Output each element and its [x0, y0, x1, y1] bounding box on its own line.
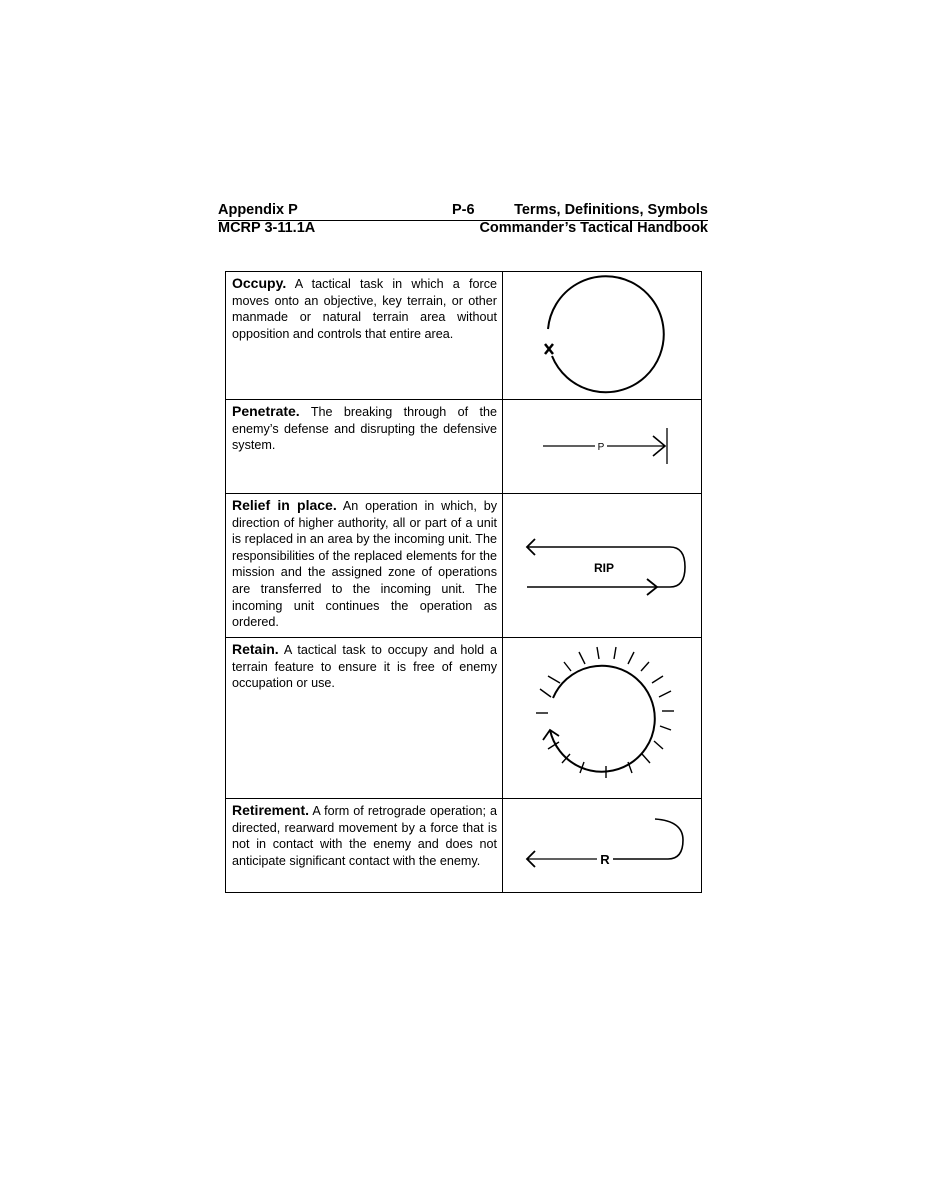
symbol-cell: [503, 272, 701, 399]
retain-symbol: [503, 638, 703, 798]
penetrate-symbol: [503, 400, 703, 493]
definition-cell: [226, 272, 503, 399]
definition: An operation in which, by direction of higher authority, all or part of a unit is replaced in an area by the incoming unit. The responsibilities of the replaced elements for the mission and the assigned zone of operations are transferred to the incoming unit. The incoming unit continues the operation as ordered.: [232, 499, 497, 630]
definition-cell: [226, 638, 503, 798]
page-header-bottom: [218, 220, 708, 238]
definition-cell: [226, 799, 503, 892]
table-row: [226, 799, 701, 892]
retirement-symbol: [503, 799, 703, 892]
definition-cell: [226, 400, 503, 493]
book-title: Commander’s Tactical Handbook: [479, 220, 708, 236]
relief-in-place-symbol: [503, 494, 703, 637]
definition: A tactical task in which a force moves onto an objective, key terrain, or other manmade or natural terrain area without opposition and controls that entire area.: [232, 277, 497, 341]
page-header-top: [218, 202, 708, 221]
table-row: [226, 638, 701, 799]
term: Retain.: [232, 641, 279, 657]
symbol-cell: [503, 799, 701, 892]
section-title: Terms, Definitions, Symbols: [514, 202, 708, 218]
retirement-label: R: [600, 852, 610, 867]
table-row: [226, 272, 701, 400]
definition: The breaking through of the enemy’s defense and disrupting the defensive system.: [232, 405, 497, 453]
appendix-label: Appendix P: [218, 202, 298, 218]
definition: A tactical task to occupy and hold a terrain feature to ensure it is free of enemy occupation or use.: [232, 643, 497, 691]
occupy-symbol: [503, 272, 703, 399]
penetrate-label: P: [597, 442, 605, 453]
definition-cell: [226, 494, 503, 637]
table-row: [226, 494, 701, 638]
publication-number: MCRP 3-11.1A: [218, 220, 316, 236]
symbol-cell: [503, 638, 701, 798]
symbol-cell: [503, 494, 701, 637]
term: Occupy.: [232, 275, 287, 291]
page-number: P-6: [452, 202, 475, 218]
symbol-cell: [503, 400, 701, 493]
term: Relief in place.: [232, 497, 337, 513]
table-row: [226, 400, 701, 494]
term: Penetrate.: [232, 403, 300, 419]
term: Retirement.: [232, 802, 310, 818]
definition: A form of retrograde operation; a directed, rearward movement by a force that is not in contact with the enemy and does not anticipate significant contact with the enemy.: [232, 804, 497, 868]
terms-table: [225, 271, 702, 893]
rip-label: RIP: [593, 561, 615, 575]
